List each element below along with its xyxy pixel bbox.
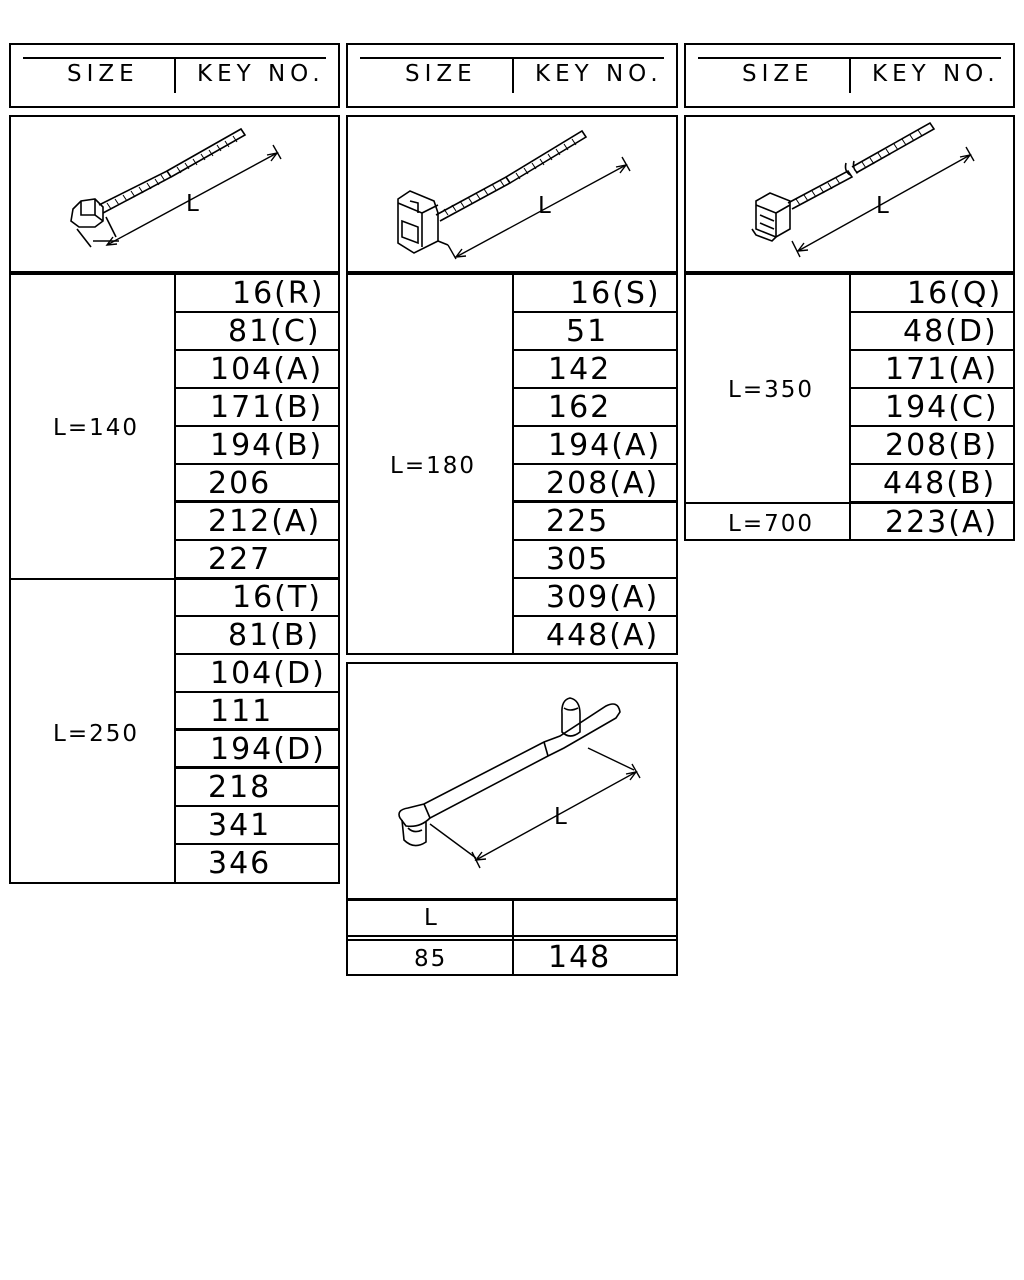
key-no-cell: 208(A) (546, 466, 660, 501)
cable-tie-mount-drawing (348, 117, 676, 271)
table-row (176, 693, 338, 731)
table-row (176, 617, 338, 655)
key-no-cell: 16(Q) (907, 276, 1003, 311)
size-cell: L=250 (53, 721, 139, 747)
key-no-cell: 142 (548, 352, 612, 387)
key-table-col2 (346, 272, 678, 655)
table-row (514, 427, 676, 465)
key-no-cell: 194(D) (210, 732, 326, 767)
key-no-cell: 206 (208, 466, 272, 501)
key-no-cell: 194(A) (548, 428, 662, 463)
key-no-cell: 162 (548, 390, 612, 425)
table-row (176, 275, 338, 313)
key-no-cell: 111 (210, 694, 274, 729)
dimension-label-l: L (186, 191, 201, 217)
header-rule (348, 935, 676, 937)
key-no-header: KEY NO. (197, 61, 325, 87)
table-row (514, 579, 676, 617)
header-divider (849, 59, 851, 93)
size-header: SIZE (405, 61, 477, 87)
key-no-cell: 341 (208, 808, 272, 843)
table-row (851, 504, 1013, 540)
table-row (851, 427, 1013, 465)
table-row (851, 465, 1013, 503)
table-row (176, 465, 338, 503)
size-cell: L=700 (728, 511, 814, 537)
key-no-cell: 223(A) (885, 505, 999, 540)
header-col3 (684, 43, 1015, 108)
table-row (514, 541, 676, 579)
table-row (514, 275, 676, 313)
table-row (851, 389, 1013, 427)
key-no-cell: 227 (208, 542, 272, 577)
table-row (176, 579, 338, 617)
table-row (514, 503, 676, 541)
table-row (176, 807, 338, 845)
key-no-header: KEY NO. (535, 61, 663, 87)
table-row (176, 655, 338, 693)
key-no-cell: 225 (546, 504, 610, 539)
cable-tie-illustration-1 (9, 115, 340, 273)
table-row (176, 845, 338, 883)
table-row (176, 427, 338, 465)
key-no-cell: 212(A) (208, 504, 322, 539)
table-row (176, 313, 338, 351)
key-no-cell: 104(A) (210, 352, 324, 387)
cable-tie-drawing (11, 117, 338, 271)
table-row (514, 465, 676, 503)
header-col2 (346, 43, 678, 108)
key-no-cell: 309(A) (546, 580, 660, 615)
key-no-cell: 81(B) (228, 618, 321, 653)
stud-key-cell: 148 (548, 940, 612, 975)
table-row (176, 351, 338, 389)
stud-clip-illustration (346, 662, 678, 900)
key-no-cell: 194(C) (885, 390, 999, 425)
table-row (176, 503, 338, 541)
dimension-label-l: L (538, 193, 553, 219)
key-no-cell: 16(T) (232, 580, 322, 615)
dimension-label-l: L (876, 193, 891, 219)
key-no-cell: 104(D) (210, 656, 326, 691)
key-no-cell: 171(A) (885, 352, 999, 387)
size-cell: L=350 (728, 377, 814, 403)
key-no-cell: 305 (546, 542, 610, 577)
key-no-cell: 208(B) (885, 428, 999, 463)
dimension-label-l: L (554, 804, 569, 830)
table-row (514, 389, 676, 427)
key-no-header: KEY NO. (872, 61, 1000, 87)
header-divider (174, 59, 176, 93)
stud-clip-drawing (348, 664, 676, 898)
key-no-cell: 448(A) (546, 618, 660, 653)
key-no-cell: 48(D) (903, 314, 998, 349)
table-row (514, 351, 676, 389)
stud-size-cell: 85 (414, 946, 448, 972)
key-no-cell: 346 (208, 846, 272, 881)
key-no-cell: 16(S) (570, 276, 661, 311)
cable-tie-illustration-3 (684, 115, 1015, 273)
key-no-cell: 51 (566, 314, 609, 349)
size-divider (512, 901, 514, 974)
cable-tie-long-drawing (686, 117, 1013, 271)
table-row (176, 389, 338, 427)
key-no-cell: 171(B) (210, 390, 324, 425)
key-no-cell: 16(R) (232, 276, 325, 311)
size-cell: L=180 (390, 453, 476, 479)
table-row (514, 313, 676, 351)
size-header: SIZE (67, 61, 139, 87)
key-no-cell: 218 (208, 770, 272, 805)
header-divider (512, 59, 514, 93)
key-table-col1 (9, 272, 340, 884)
table-row (176, 769, 338, 807)
stud-size-header: L (424, 905, 439, 931)
key-no-cell: 448(B) (883, 466, 997, 501)
key-no-cell: 81(C) (228, 314, 321, 349)
table-row (851, 275, 1013, 313)
key-table-col3 (684, 272, 1015, 541)
size-header: SIZE (742, 61, 814, 87)
table-row (851, 313, 1013, 351)
table-row (514, 617, 676, 655)
cable-tie-illustration-2 (346, 115, 678, 273)
size-cell: L=140 (53, 415, 139, 441)
header-col1 (9, 43, 340, 108)
header-rule (348, 939, 676, 941)
table-row (176, 731, 338, 769)
stud-clip-table (346, 899, 678, 976)
table-row (851, 351, 1013, 389)
key-no-cell: 194(B) (210, 428, 324, 463)
table-row (176, 541, 338, 579)
